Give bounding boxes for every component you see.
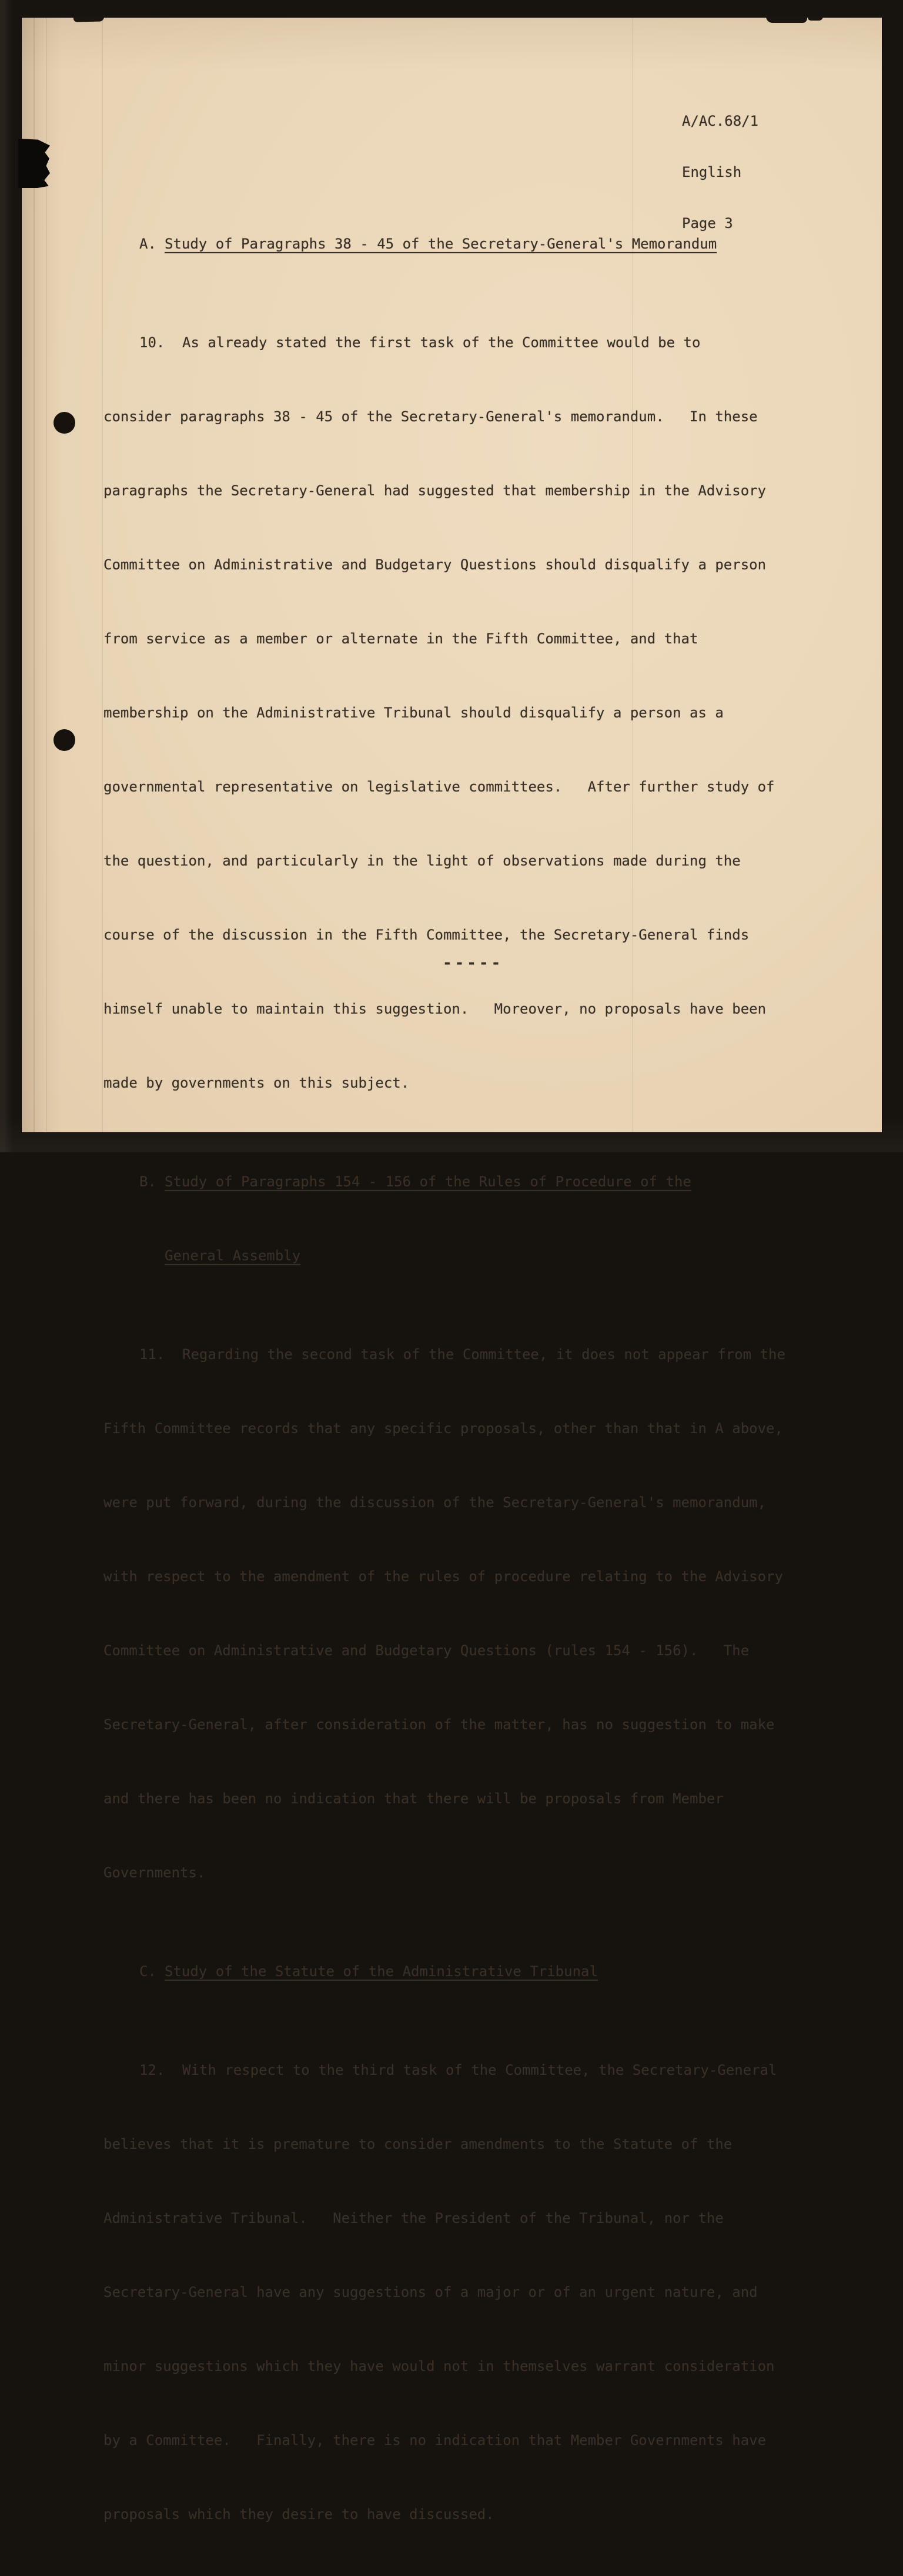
section-c-heading [103,1959,785,1984]
text-line: Secretary-General, after consideration of the matter, has no suggestion to make [103,1716,775,1733]
text-line: with respect to the amendment of the rules of procedure relating to the Advisory [103,1568,783,1585]
document-body [103,182,785,2576]
paragraph-12-number: 12. [139,2062,165,2078]
text-line: proposals which they desire to have discussed. [103,2506,494,2523]
page-number: Page 3 [682,215,733,232]
text-line: Regarding the second task of the Committee, it does not appear from the [182,1346,785,1363]
text-line: minor suggestions which they have would not in themselves warrant consideration [103,2358,775,2374]
paragraph-11-number: 11. [139,1346,165,1363]
text-line: and there has been no indication that there will be proposals from Member [103,1790,724,1807]
edge-smudge [766,16,807,23]
text-line: were put forward, during the discussion of the Secretary-General's memorandum, [103,1494,767,1511]
paragraph-11-line [103,1342,785,1367]
section-c-letter: C. [139,1963,156,1980]
text-line: As already stated the first task of the Committee would be to [182,334,701,351]
paragraph-10-number: 10. [139,334,165,351]
section-c-title: Study of the Statute of the Administrative Tribunal [165,1963,598,1980]
paper-crease [102,18,103,1132]
section-b-title: Study of Paragraphs 154 - 156 of the Rules of Procedure of the [165,1173,691,1190]
text-line: by a Committee. Finally, there is no indication that Member Governments have [103,2432,767,2448]
text-line: Fifth Committee records that any specific proposals, other than that in A above, [103,1420,783,1437]
document-reference: A/AC.68/1 [682,113,759,129]
section-b-letter: B. [139,1173,156,1190]
text-line: governmental representative on legislative committees. After further study of [103,779,775,795]
section-a-letter: A. [139,236,156,252]
section-b-heading-line2 [103,1243,785,1268]
paragraph-12-line [103,2058,785,2082]
document-page [22,18,882,2523]
text-line: Administrative Tribunal. Neither the President of the Tribunal, nor the [103,2210,724,2226]
text-line: the question, and particularly in the light of observations made during the [103,853,741,869]
text-line: made by governments on this subject. [103,1075,410,1091]
hole-punch-mark [53,729,75,751]
edge-smudge [808,16,823,21]
text-line: With respect to the third task of the Committee, the Secretary-General [182,2062,777,2078]
section-b-title-continued: General Assembly [165,1247,301,1264]
section-b-heading [103,1169,785,1194]
text-line: Committee on Administrative and Budgetary Questions should disqualify a person [103,556,767,573]
text-line: membership on the Administrative Tribunal should disqualify a person as a [103,705,724,721]
text-line: Secretary-General have any suggestions of a major or of an urgent nature, and [103,2284,758,2300]
paragraph-10-line [103,330,785,355]
section-a-title: Study of Paragraphs 38 - 45 of the Secretary-General's Memorandum [165,236,717,252]
text-line: from service as a member or alternate in the Fifth Committee, and that [103,630,698,647]
text-line: himself unable to maintain this suggestion. Moreover, no proposals have been [103,1001,767,1017]
edge-smudge [73,16,104,22]
end-of-text-mark: ----- [443,954,504,972]
text-line: course of the discussion in the Fifth Committee, the Secretary-General finds [103,927,750,943]
section-a-heading [103,232,785,256]
document-language: English [682,164,742,180]
text-line: consider paragraphs 38 - 45 of the Secretary-General's memorandum. In these [103,408,758,425]
text-line: believes that it is premature to consider amendments to the Statute of the [103,2136,733,2152]
hole-punch-mark [53,412,75,434]
text-line: Governments. [103,1864,206,1881]
binding-tape-mark [18,139,50,188]
text-line: paragraphs the Secretary-General had suggested that membership in the Advisory [103,482,767,499]
text-line: Committee on Administrative and Budgetary Questions (rules 154 - 156). The [103,1642,750,1659]
